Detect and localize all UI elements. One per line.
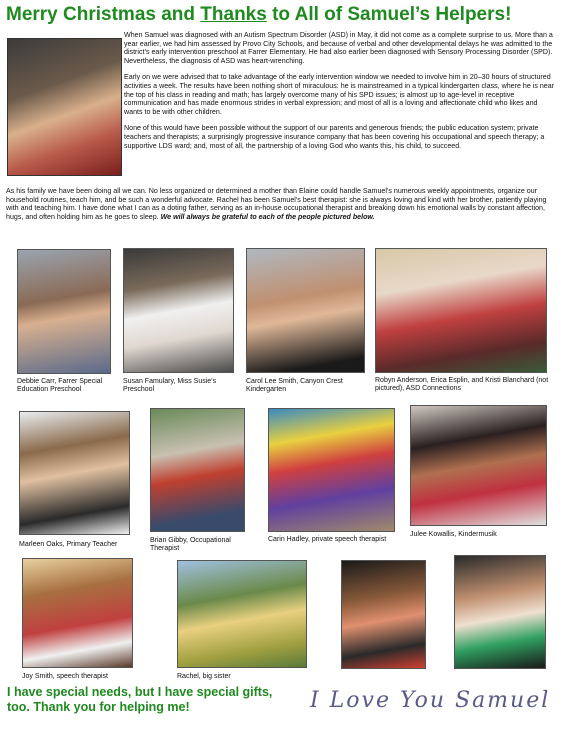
photo-family-mother: [341, 560, 426, 669]
family-paragraph-text: As his family we have been doing all we can. No less organized or determined a mother than Elaine could handle Samuel’s numerous weekly appointments, organize our household routines, teach him, and be such a wonderful advocate. Rachel has been Samuel’s best therapist: she is always loving and kind with her brother, patiently playing with and teaching him. I have done what I can as a doting father, serving as an in-house occupational therapist and breaking down his emotional walls by constant affection, hugs, and often holding him as he goes to sleep.: [6, 187, 547, 221]
photo-caption: Julee Kowallis, Kindermusik: [410, 531, 497, 538]
photo-image: [246, 248, 365, 373]
photo-caption: Carin Hadley, private speech therapist: [268, 536, 387, 543]
photo-image: [454, 555, 546, 669]
samuel-portrait-photo: [7, 38, 122, 176]
photo-image: [150, 408, 245, 532]
photo-image: [22, 558, 133, 668]
photo-image: [341, 560, 426, 669]
photo-image: [410, 405, 547, 526]
photo-image: [123, 248, 234, 373]
photo-rachel: [177, 560, 307, 668]
photo-marleen-oaks: [19, 411, 130, 535]
photo-family-father: [454, 555, 546, 669]
photo-caption: Robyn Anderson, Erica Esplin, and Kristi Blanchard (not pictured), ASD Connections: [375, 377, 549, 393]
page-title: [6, 4, 561, 26]
photo-caption: Marleen Oaks, Primary Teacher: [19, 541, 118, 548]
photo-image: [177, 560, 307, 668]
photo-caption: Brian Gibby, Occupational Therapist: [150, 537, 231, 553]
photo-caption: Susan Famulary, Miss Susie’s Preschool: [123, 378, 217, 394]
handwritten-message: I Love You Samuel: [310, 688, 551, 713]
intro-text: [124, 31, 556, 158]
photo-caption: Debbie Carr, Farrer Special Education Preschool: [17, 378, 103, 394]
gratitude-statement: We will always be grateful to each of the people pictured below.: [160, 212, 375, 221]
photo-carin-hadley: [268, 408, 395, 532]
photo-image: [19, 411, 130, 535]
photo-caption: Carol Lee Smith, Canyon Crest Kindergarten: [246, 378, 343, 394]
photo-joy-smith: [22, 558, 133, 668]
photo-image: [268, 408, 395, 532]
photo-julee-kowallis: [410, 405, 547, 526]
intro-paragraph-2: Early on we were advised that to take advantage of the early intervention window we needed to involve him in 20–30 hours of structured activities a week. The results have been nothing short of miraculous: he is mainstreamed in a typical kindergarten class, where he is near the top of his class in reading and math; has largely overcome many of his SPD issues; is almost up to age-level in receptive communication and has made enormous strides in verbal expression; and most of all is a loving and affectionate child who likes and wants to be with other children.: [124, 73, 555, 116]
intro-paragraph-1: When Samuel was diagnosed with an Autism Spectrum Disorder (ASD) in May, it did not come as a complete surprise to us. More than a year earlier, we had him assessed by Provo City Schools, and because of verbal and other developmental delays he was admitted to the district’s early intervention preschool at Farrer Elementary. He had also earlier been diagnosed with Sensory Processing Disorder (SPD). Nevertheless, the diagnosis of ASD was heart-wrenching.: [124, 31, 553, 65]
title-underlined-word: Thanks: [200, 4, 267, 25]
title-part-2: to All of Samuel’s Helpers!: [266, 4, 512, 25]
photo-susan-famulary: [123, 248, 234, 373]
intro-paragraph-3: None of this would have been possible without the support of our parents and generous friends; the public education system; private teachers and therapists; a surprisingly progressive insurance company that has been covering his occupational and speech therapy; a supportive LDS ward; and, most of all, the partnership of a loving God who wants this, his child, to succeed.: [124, 124, 545, 150]
photo-carol-lee-smith: [246, 248, 365, 373]
photo-image: [375, 248, 547, 373]
photo-robyn-anderson-erica-esplin: [375, 248, 547, 373]
thank-you-note: I have special needs, but I have special gifts, too. Thank you for helping me!: [7, 685, 273, 714]
photo-image: [17, 249, 111, 374]
photo-debbie-carr: [17, 249, 111, 374]
title-part-1: Merry Christmas and: [6, 4, 201, 25]
family-paragraph: [6, 187, 558, 221]
photo-caption: Rachel, big sister: [177, 673, 231, 680]
photo-brian-gibby: [150, 408, 245, 532]
photo-caption: Joy Smith, speech therapist: [22, 673, 108, 680]
